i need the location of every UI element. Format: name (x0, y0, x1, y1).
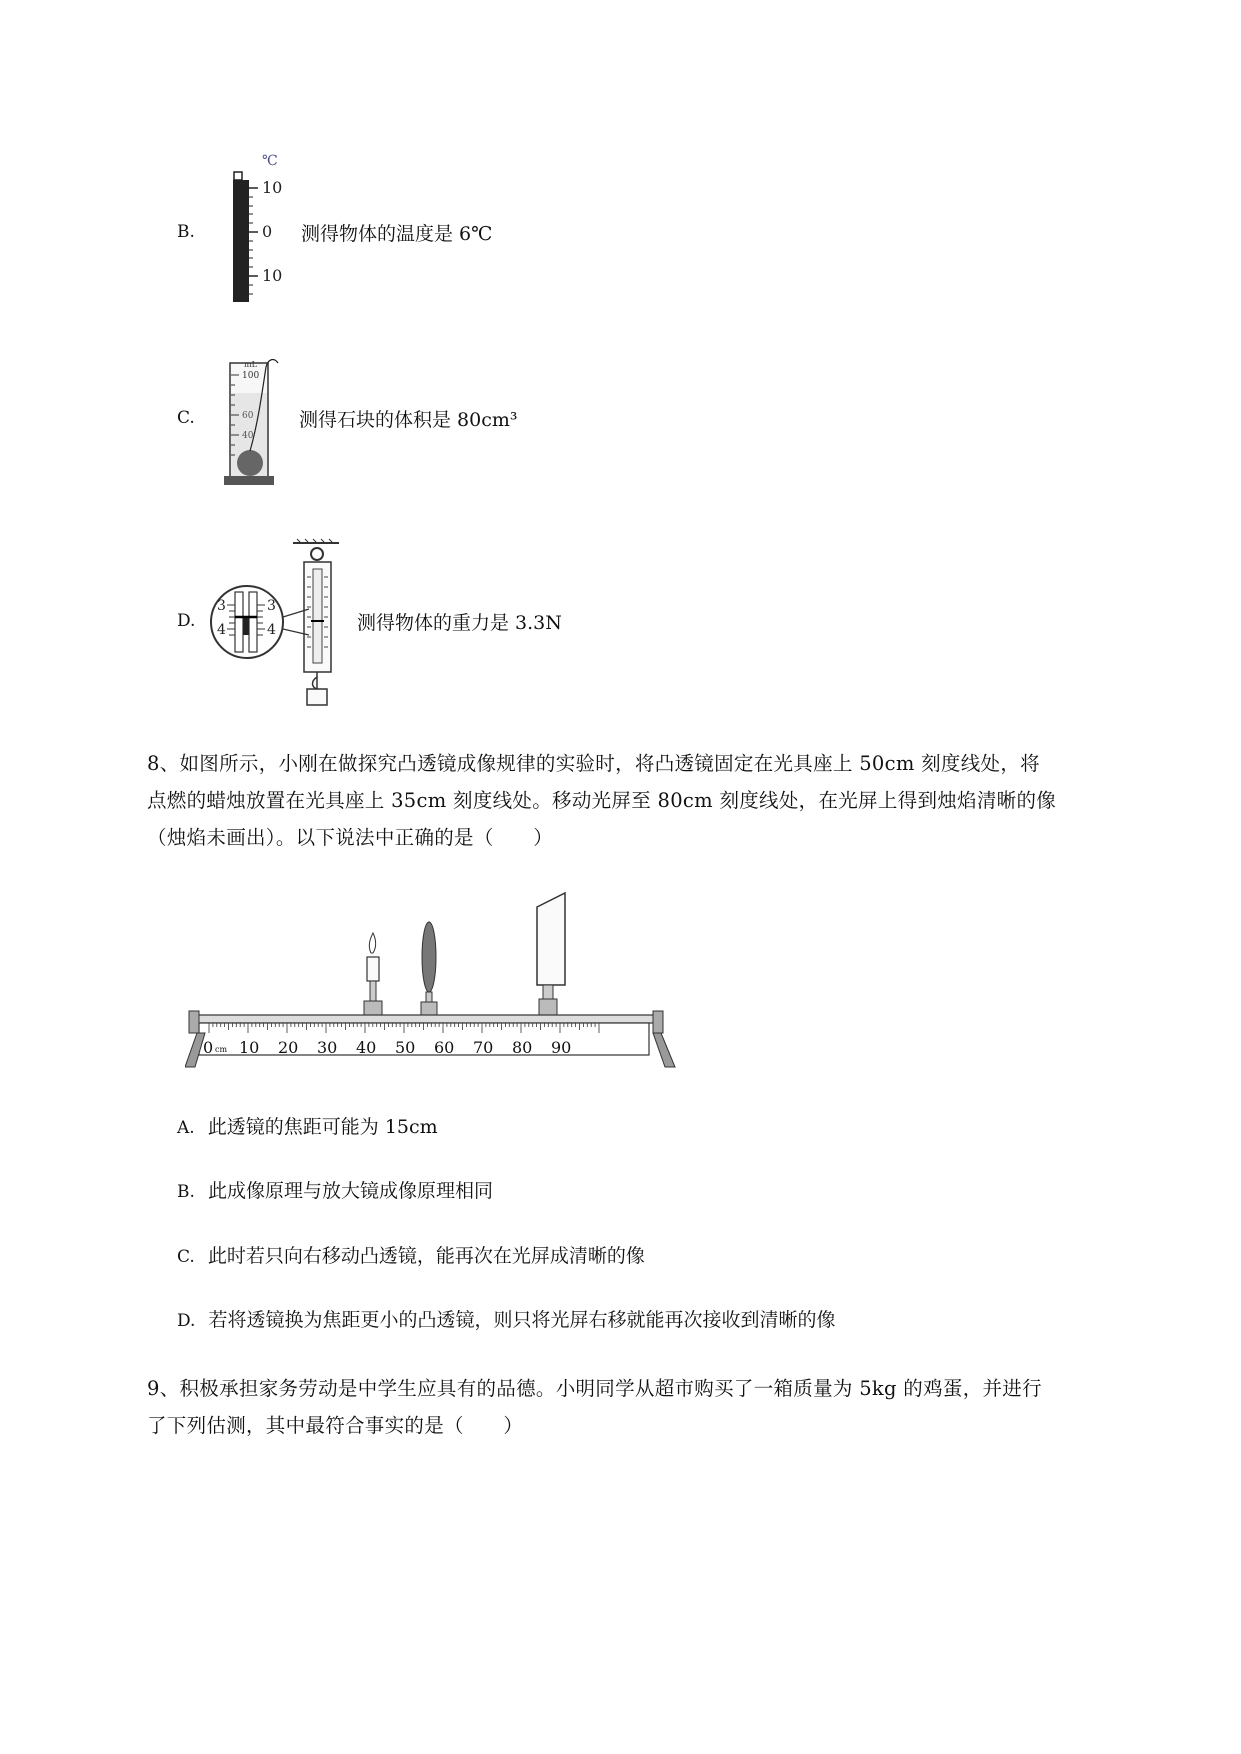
cylinder-label-100: 100 (242, 371, 260, 381)
q8-option-c-text: 此时若只向右移动凸透镜，能再次在光屏成清晰的像 (207, 1245, 645, 1267)
screen-shape (537, 893, 565, 985)
q9-stem-line-1: 9、积极承担家务劳动是中学生应具有的品德。小明同学从超市购买了一箱质量为 5kg 的鸡蛋，并进行 (147, 1377, 1042, 1400)
thermometer-label-top: 10 (262, 178, 283, 197)
q8-stem-line-1: 8、如图所示，小刚在做探究凸透镜成像规律的实验时，将凸透镜固定在光具座上 50cm 刻度线处，将 (147, 752, 1040, 775)
q8-option-a[interactable] (177, 1112, 438, 1139)
option-d-letter: D. (177, 611, 196, 631)
q8-stem-line-2: 点燃的蜡烛放置在光具座上 35cm 刻度线处。移动光屏至 80cm 刻度线处，在光屏上得到烛焰清晰的像 (147, 789, 1057, 812)
thermometer-unit: ℃ (262, 153, 278, 169)
scale-label-3-left: 3 (217, 598, 226, 614)
q8-option-b[interactable] (177, 1176, 493, 1203)
candle-shape (367, 957, 379, 981)
ruler-tick-label: 50 (395, 1038, 416, 1057)
q8-option-a-text: 此透镜的焦距可能为 15cm (207, 1116, 438, 1138)
optical-bench-figure (185, 885, 685, 1077)
q8-option-c[interactable] (177, 1241, 645, 1268)
ruler-tick-label: 80 (512, 1038, 533, 1057)
scale-label-4-right: 4 (267, 622, 276, 638)
cylinder-label-60: 60 (242, 411, 254, 421)
option-d-text: 测得物体的重力是 3.3N (357, 612, 562, 634)
ruler-scale (199, 1023, 649, 1055)
option-c-text: 测得石块的体积是 80cm³ (299, 409, 518, 431)
cylinder-label-40: 40 (242, 431, 254, 441)
ruler-tick-label: 10 (239, 1038, 260, 1057)
ruler-unit-label: cm (215, 1045, 228, 1054)
cylinder-unit: mL (244, 360, 257, 369)
q8-option-b-letter: B. (177, 1182, 195, 1202)
stone-shape (237, 450, 263, 476)
thermometer-label-bottom: 10 (262, 266, 283, 285)
q8-option-b-text: 此成像原理与放大镜成像原理相同 (208, 1180, 494, 1202)
lens-shape (422, 922, 436, 992)
q8-option-c-letter: C. (177, 1247, 195, 1267)
ruler-tick-label: 40 (356, 1038, 377, 1057)
q8-stem-line-3: （烛焰未画出）。以下说法中正确的是（ ） (147, 826, 554, 849)
spring-scale-figure (205, 537, 355, 707)
thermometer-figure (222, 150, 292, 310)
flame-shape (369, 933, 375, 953)
q8-option-d-letter: D. (177, 1311, 196, 1331)
scale-label-3-right: 3 (267, 598, 276, 614)
ruler-tick-label: 70 (473, 1038, 494, 1057)
measuring-cylinder-figure (222, 353, 288, 491)
q8-option-d-text: 若将透镜换为焦距更小的凸透镜，则只将光屏右移就能再次接收到清晰的像 (208, 1309, 836, 1331)
q9-stem-line-2: 了下列估测，其中最符合事实的是（ ） (147, 1414, 524, 1437)
thermometer-label-mid: 0 (262, 222, 273, 241)
ruler-tick-label: 60 (434, 1038, 455, 1057)
ruler-tick-label: 30 (317, 1038, 338, 1057)
option-b-text: 测得物体的温度是 6℃ (301, 223, 493, 245)
ruler-zero-label: 0 (203, 1038, 214, 1057)
option-c-letter: C. (177, 408, 195, 428)
ruler-tick-label: 90 (551, 1038, 572, 1057)
scale-label-4-left: 4 (217, 622, 226, 638)
q8-option-a-letter: A. (177, 1118, 195, 1138)
ruler-tick-label: 20 (278, 1038, 299, 1057)
q8-option-d[interactable] (177, 1305, 836, 1332)
option-b-letter: B. (177, 222, 195, 242)
